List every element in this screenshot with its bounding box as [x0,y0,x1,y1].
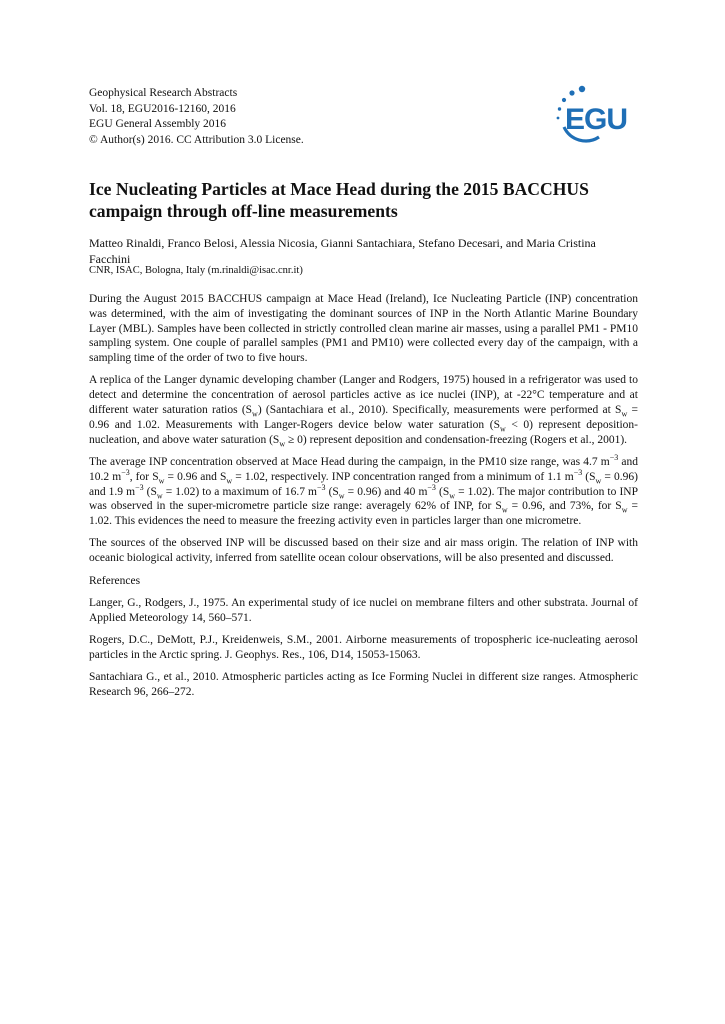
abstract-paragraph-3: The average INP concentration observed at Mace Head during the campaign, in the PM10 size range, was 4.7 $m^{-3}$ and 10.2 $m^{-3}$, for $S_w = 0.96$ and $S_w = 1.02$, respectively. INP concentration ranged from a minimum of 1.1 $m^{-3}$ $(S_w = 0.96)$ and 1.9 $m^{-3}$ $(S_w = 1.02)$ to a maximum of 16.7 $m^{-3}$ $(S_w = 0.96)$ and 40 $m^{-3}$ $(S_w = 1.02)$. The major contribution to INP was observed in the super-micrometre particle size range: averagely 62% of INP, for $S_w = 0.96$, and 73%, for $S_w = 1.02$. This evidences the need to measure the freezing activity even in particles larger than one micrometre. [89,453,638,528]
reference-item: Santachiara G., et al., 2010. Atmospheric particles acting as Ice Forming Nuclei in different size ranges. Atmospheric Research 96, 266–272. [89,671,638,698]
abstract-paragraph-1: During the August 2015 BACCHUS campaign at Mace Head (Ireland), Ice Nucleating Particle (INP) concentration was determined, with the aim of investigating the dominant sources of INP in the North Atlantic Marine Boundary Layer (MBL). Samples have been collected in strictly controlled clean marine air masses, using a parallel PM1 - PM10 sampling system. One couple of parallel samples (PM1 and PM10) were collected every day of the campaign, with a sampling time of the order of two to five hours. [89,293,638,365]
egu-logo [555,84,641,148]
abstract-paragraph-2: A replica of the Langer dynamic developing chamber (Langer and Rodgers, 1975) housed in a refrigerator was used to detect and determine the concentration of aerosol particles active as ice nuclei (INP), at -22°C temperature and at different water saturation ratios $(S_w)$ (Santachiara et al., 2010). Specifically, measurements were performed at $S_w = 0.96$ and 1.02. Measurements with Langer-Rogers device below water saturation $(S_w < 0)$ represent deposition-nucleation, and above water saturation $(S_w \ge 0)$ represent deposition and condensation-freezing (Rogers et al., 2001). [89,374,639,448]
paper-title: Ice Nucleating Particles at Mace Head during the 2015 BACCHUS campaign through off-line measurements [89,179,589,221]
abstract-body [89,292,638,707]
logo-text: EGU [565,103,628,136]
volume-info: Vol. 18, EGU2016-12160, 2016 [89,102,236,115]
abstract-paragraph-4: The sources of the observed INP will be discussed based on their size and air mass origin. The relation of INP with oceanic biological activity, inferred from satellite ocean colour observations, will be also presented and discussed. [89,537,638,565]
reference-item: Rogers, D.C., DeMott, P.J., Kreidenweis, S.M., 2001. Airborne measurements of tropospheric ice-nucleating aerosol particles in the Arctic spring. J. Geophys. Res., 106, D14, 15053-15063. [89,633,638,661]
author-list: Matteo Rinaldi, Franco Belosi, Alessia Nicosia, Gianni Santachiara, Stefano Decesari, and Maria Cristina Facchini [89,236,596,266]
journal-header [89,86,304,148]
affiliation: CNR, ISAC, Bologna, Italy (m.rinaldi@isac.cnr.it) [89,265,303,276]
reference-item: Langer, G., Rodgers, J., 1975. An experimental study of ice nuclei on membrane filters and other substrata. Journal of Applied Meteorology 14, 560–571. [89,596,638,624]
license-info: © Author(s) 2016. CC Attribution 3.0 License. [89,133,304,146]
references-heading: References [89,574,141,587]
assembly-info: EGU General Assembly 2016 [89,118,227,131]
journal-name: Geophysical Research Abstracts [89,87,238,99]
